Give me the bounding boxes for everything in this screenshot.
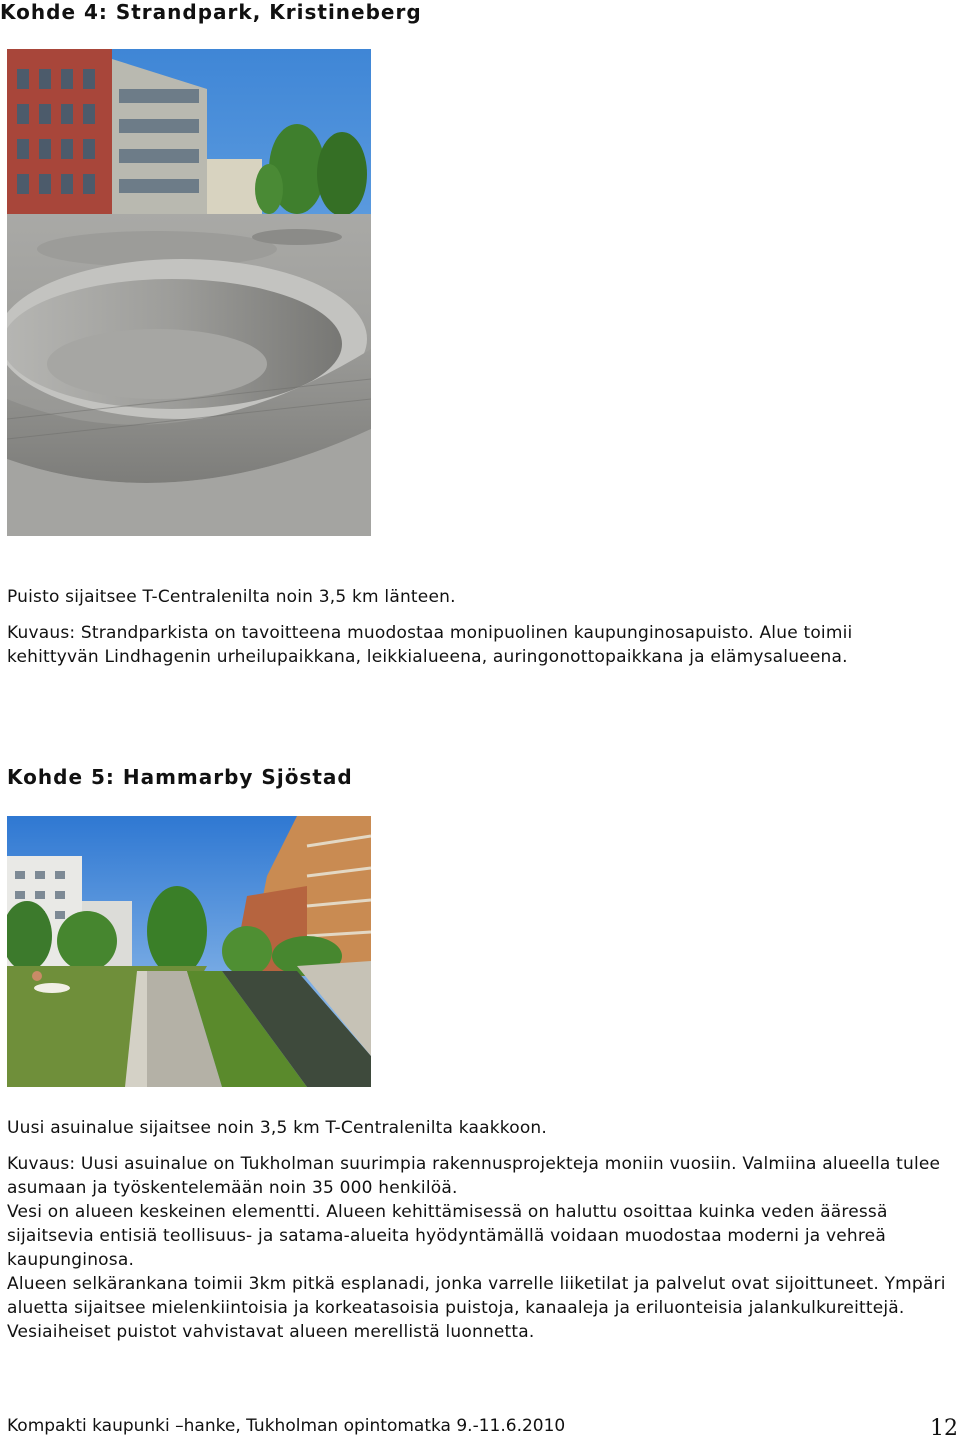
hammarby-sjostad-photo xyxy=(7,816,371,1087)
footer-title: Kompakti kaupunki –hanke, Tukholman opintomatka 9.-11.6.2010 xyxy=(7,1416,566,1436)
page-number: 12 xyxy=(930,1416,958,1441)
section-heading-kohde-4: Kohde 4: Strandpark, Kristineberg xyxy=(0,0,422,24)
section-heading-kohde-5: Kohde 5: Hammarby Sjöstad xyxy=(7,765,353,789)
description-text-kohde-5-part-2: Vesi on alueen keskeinen elementti. Alueen kehittämisessä on haluttu osoittaa kuinka veden ääressä sijaitsevia entisiä teollisuus- ja satama-alueita hyödyntämällä voidaan muodostaa moderni ja vehreä kaupunginosa. xyxy=(7,1202,888,1270)
description-text-kohde-5-part-3: Alueen selkärankana toimii 3km pitkä esplanadi, jonka varrelle liiketilat ja palvelut ovat sijoittuneet. Ympäri aluetta sijaitsee mielenkiintoisia ja korkeatasoisia puistoja, kanaaleja ja eriluonteisia jalankulkureittejä. Vesiaiheiset puistot vahvistavat alueen merellistä luonnetta. xyxy=(7,1274,946,1342)
location-text-kohde-5: Uusi asuinalue sijaitsee noin 3,5 km T-Centralenilta kaakkoon. xyxy=(7,1118,548,1138)
skatepark-photo xyxy=(7,49,371,536)
location-text-kohde-4: Puisto sijaitsee T-Centralenilta noin 3,5 km länteen. xyxy=(7,587,456,607)
description-text-kohde-4: Kuvaus: Strandparkista on tavoitteena muodostaa monipuolinen kaupunginosapuisto. Alue toimii kehittyvän Lindhagenin urheilupaikkana, leikkialueena, auringonottopaikkana ja elämysalueena. xyxy=(7,623,853,667)
description-text-kohde-5-part-1: Kuvaus: Uusi asuinalue on Tukholman suurimpia rakennusprojekteja moniin vuosiin. Valmiina alueella tulee asumaan ja työskentelemään noin 35 000 henkilöä. xyxy=(7,1154,941,1198)
